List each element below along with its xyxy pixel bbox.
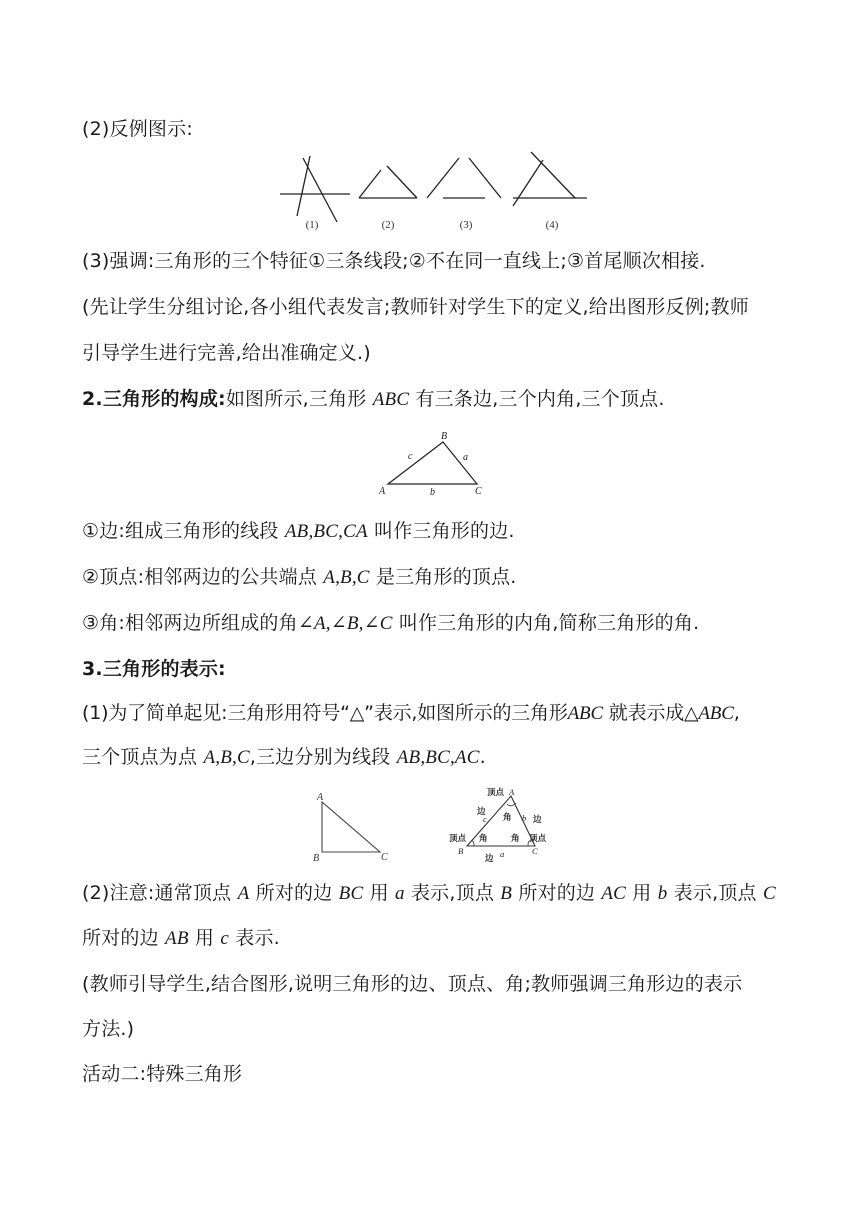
section-3-heading: 3.三角形的表示: xyxy=(82,658,226,680)
notation-line-1: (1)为了简单起见:三角形用符号“△”表示,如图所示的三角形ABC 就表示成△ABC, xyxy=(82,702,740,724)
annotated-triangle-figure xyxy=(447,784,557,868)
fig1-caption-4: (4) xyxy=(545,219,559,231)
label-vertex-left: 顶点 xyxy=(449,834,467,844)
label-b: b xyxy=(430,487,435,498)
emphasis-line: (3)强调:三角形的三个特征①三条线段;②不在同一直线上;③首尾顺次相接. xyxy=(82,250,706,272)
fig1-2-right xyxy=(387,166,417,198)
label-side-bottom: 边 xyxy=(485,854,494,864)
teacher-note-line-1: (先让学生分组讨论,各小组代表发言;教师针对学生下的定义,给出图形反例;教师 xyxy=(82,296,749,318)
fig1-caption-1: (1) xyxy=(305,219,319,231)
note-line-2: 所对的边 AB 用 c 表示. xyxy=(82,927,280,949)
label-vertex-top: 顶点 xyxy=(487,788,505,798)
sides-line: ①边:组成三角形的线段 AB,BC,CA 叫作三角形的边. xyxy=(82,520,515,542)
note-line-1: (2)注意:通常顶点 A 所对的边 BC 用 a 表示,顶点 B 所对的边 AC 用 b 表示,顶点 C xyxy=(82,882,776,904)
label-B: B xyxy=(313,853,320,864)
label-B: B xyxy=(458,846,464,856)
label-b: b xyxy=(522,813,527,823)
notation-line-2: 三个顶点为点 A,B,C,三边分别为线段 AB,BC,AC. xyxy=(82,746,486,768)
label-A: A xyxy=(379,486,386,497)
fig1-1-line-r xyxy=(303,158,337,222)
triangle-abc xyxy=(388,442,477,484)
label-c: c xyxy=(483,814,487,824)
vertices-line: ②顶点:相邻两边的公共端点 A,B,C 是三角形的顶点. xyxy=(82,566,517,588)
fig1-3-right xyxy=(469,158,501,198)
label-a: a xyxy=(500,849,505,859)
label-C: C xyxy=(475,486,482,497)
right-triangle xyxy=(322,802,380,852)
label-A: A xyxy=(317,792,324,803)
fig1-1-line-l xyxy=(297,156,310,216)
label-c: c xyxy=(408,451,413,462)
teacher-guidance-line-1: (教师引导学生,结合图形,说明三角形的边、顶点、角;教师强调三角形边的表示 xyxy=(82,973,743,995)
label-B: B xyxy=(441,431,448,442)
label-A: A xyxy=(509,787,515,797)
fig1-4-left xyxy=(513,160,543,206)
label-a: a xyxy=(463,452,468,463)
fig1-caption-2: (2) xyxy=(381,219,395,231)
section-2-heading: 2.三角形的构成: xyxy=(82,388,226,410)
label-angle-left: 角 xyxy=(479,834,488,844)
fig1-4-right xyxy=(531,152,575,198)
label-C: C xyxy=(381,852,388,863)
teacher-note-line-2: 引导学生进行完善,给出准确定义.) xyxy=(82,342,371,364)
right-triangle-figure xyxy=(312,790,392,866)
section-2-line: 2.三角形的构成:如图所示,三角形 ABC 有三条边,三个内角,三个顶点. xyxy=(82,388,665,410)
angles-line: ③角:相邻两边所组成的角∠A,∠B,∠C 叫作三角形的内角,简称三角形的角. xyxy=(82,612,700,634)
label-side-right: 边 xyxy=(533,815,542,825)
triangle-abc-figure xyxy=(375,428,495,500)
fig1-caption-3: (3) xyxy=(459,219,473,231)
label-vertex-right: 顶点 xyxy=(529,834,547,844)
fig1-2-left xyxy=(359,170,381,198)
label-angle-right: 角 xyxy=(511,834,520,844)
teacher-guidance-line-2: 方法.) xyxy=(82,1018,135,1040)
counterexample-heading: (2)反例图示: xyxy=(82,118,193,140)
label-side-left: 边 xyxy=(477,807,486,817)
activity-2-heading: 活动二:特殊三角形 xyxy=(82,1063,243,1085)
fig1-3-left xyxy=(427,158,459,198)
counterexample-figure xyxy=(275,150,595,232)
label-angle-top: 角 xyxy=(503,813,512,823)
label-C: C xyxy=(532,846,538,856)
